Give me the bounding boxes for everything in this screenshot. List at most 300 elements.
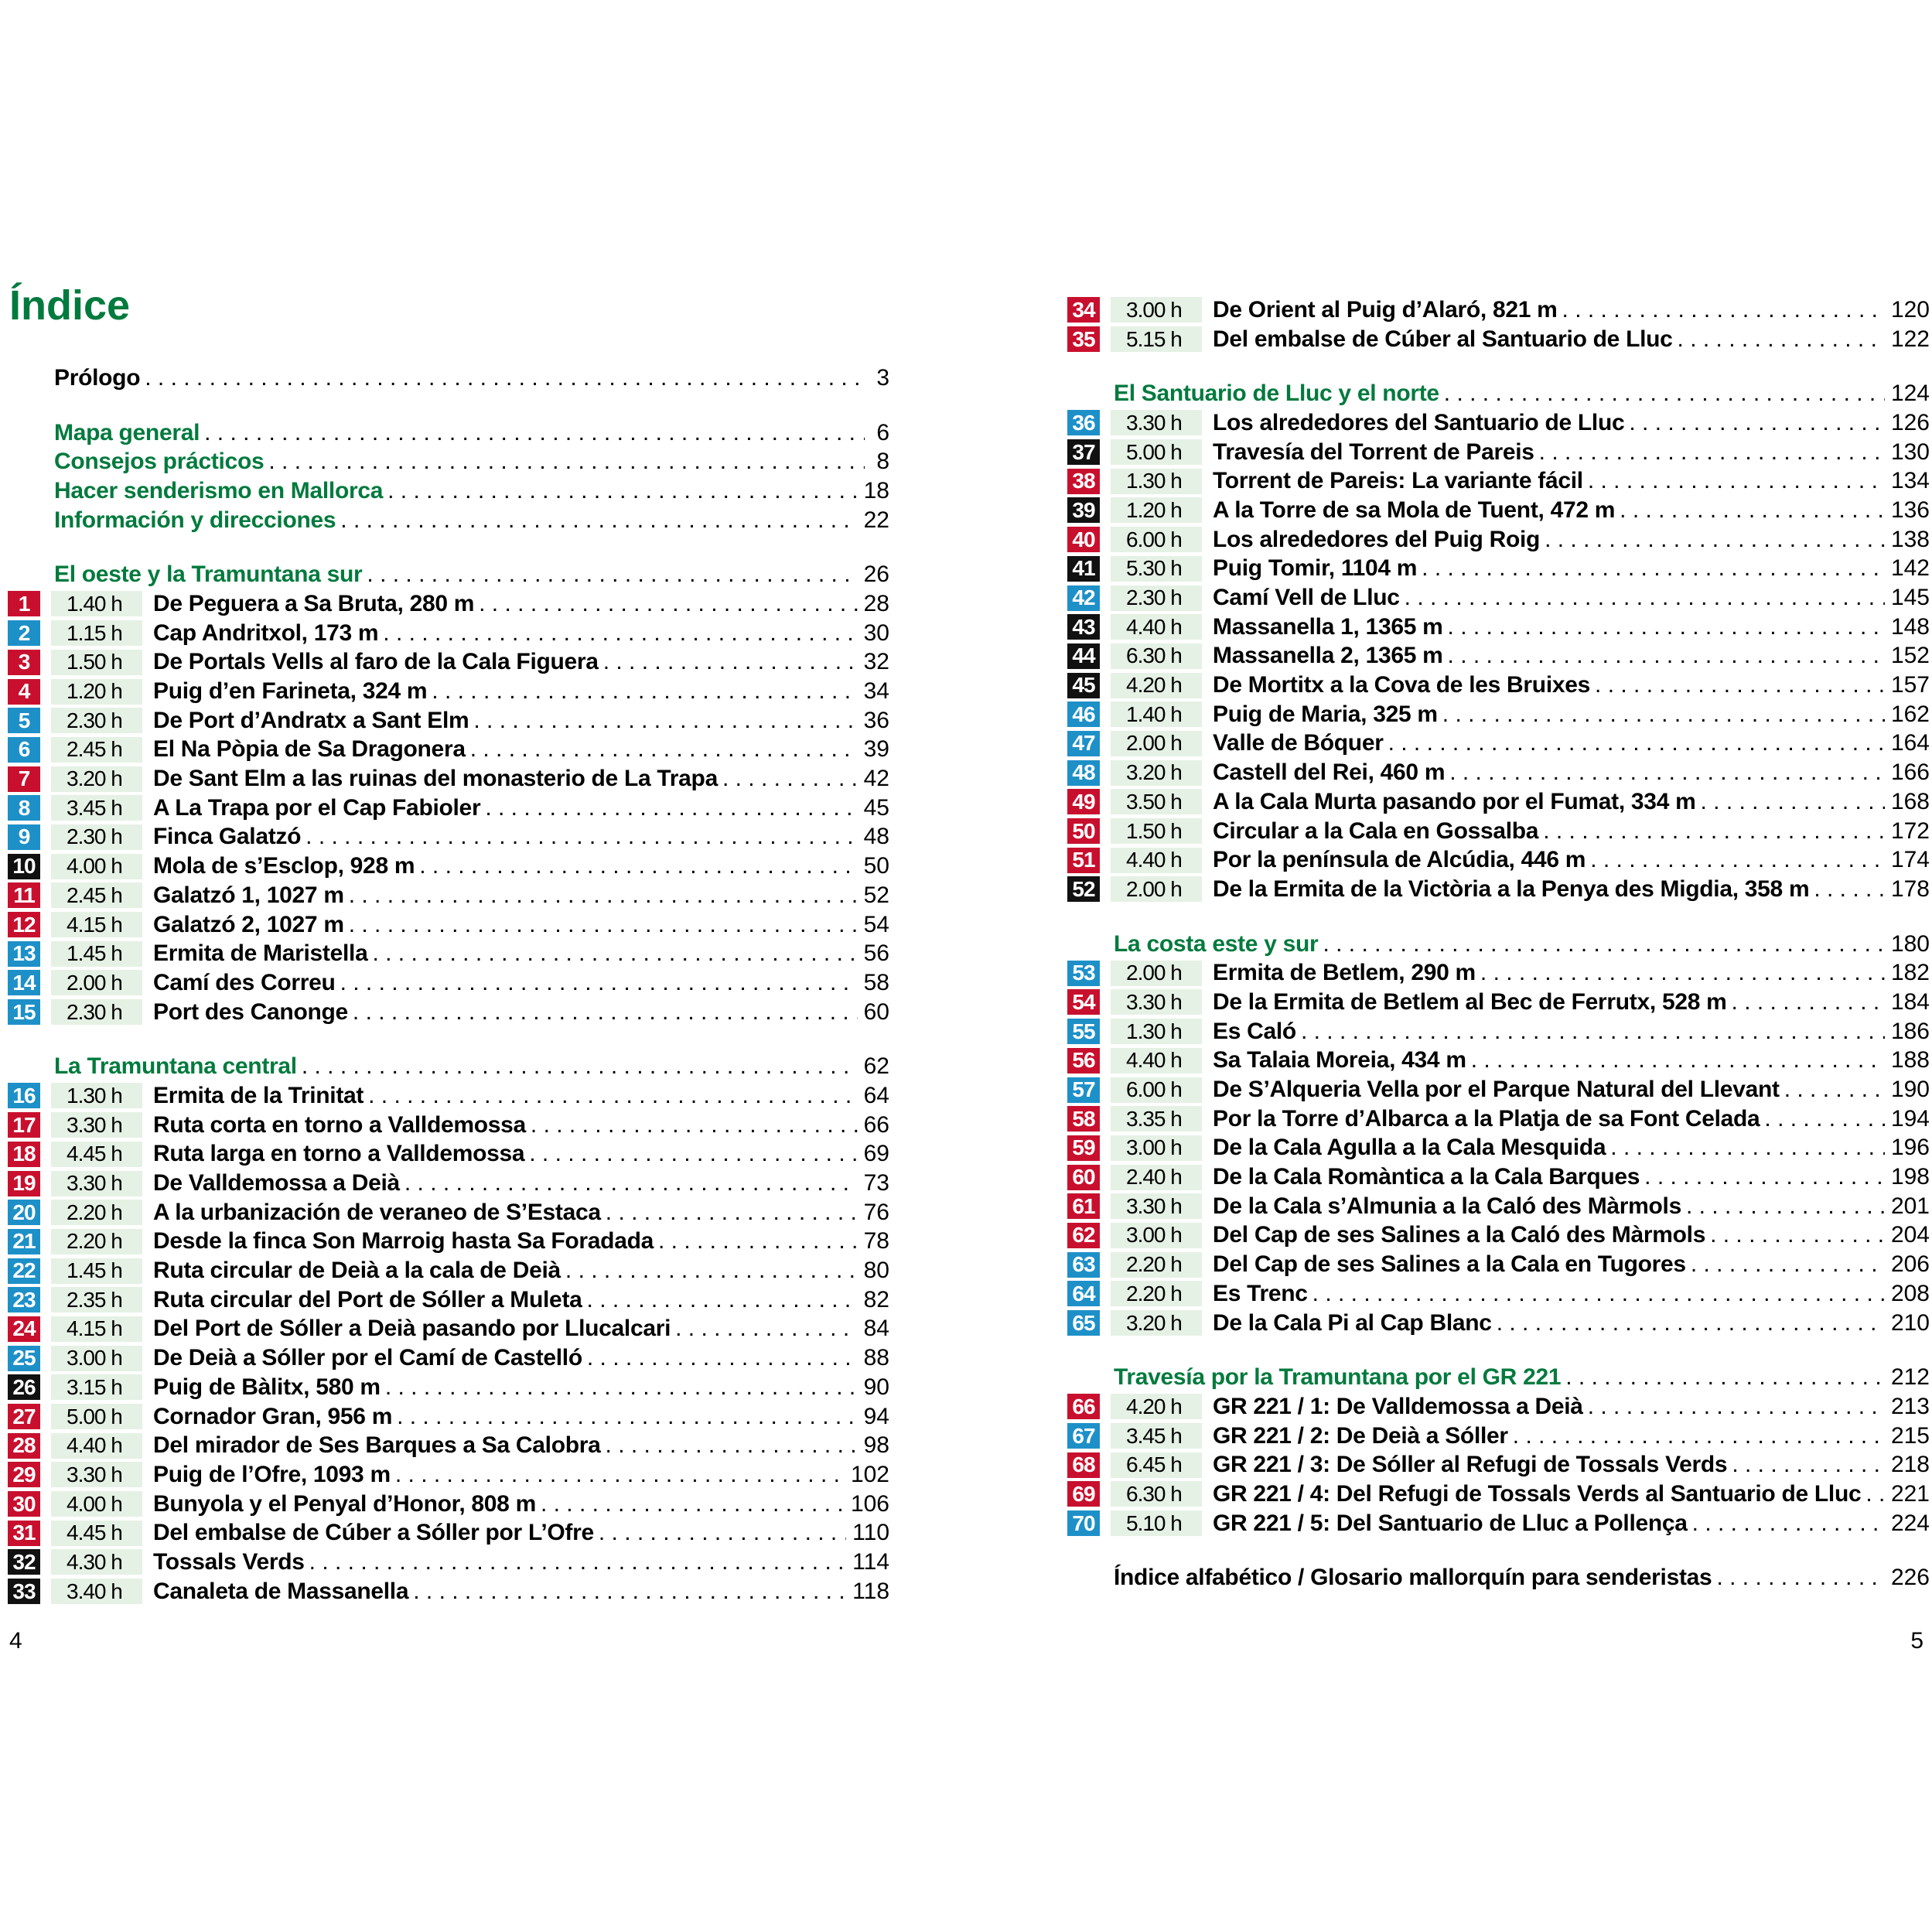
toc-entry-title: A la Cala Murta pasando por el Fumat, 334 m: [1213, 788, 1696, 814]
dot-leader: [1442, 703, 1885, 726]
toc-entry-title: GR 221 / 3: De Sóller al Refugi de Tossals Verds: [1213, 1452, 1728, 1478]
toc-entry[interactable]: [1213, 1104, 1930, 1133]
route-number-badge: 39: [1067, 497, 1100, 523]
toc-entry-title: La Tramuntana central: [54, 1053, 297, 1080]
toc-entry-page: 218: [1890, 1452, 1930, 1478]
toc-entry-page: 78: [863, 1228, 889, 1254]
toc-entry[interactable]: [1114, 930, 1930, 958]
route-duration: 1.40 h: [1111, 701, 1202, 727]
dot-leader: [473, 709, 857, 732]
route-duration: 3.30 h: [51, 1462, 142, 1487]
toc-entry[interactable]: [153, 1548, 889, 1576]
toc-entry[interactable]: [153, 1373, 889, 1401]
route-number-badge: 64: [1067, 1281, 1100, 1306]
dot-leader: [1590, 848, 1885, 872]
toc-route-row: [1060, 671, 1930, 700]
toc-entry[interactable]: [54, 448, 889, 476]
toc-entry-page: 180: [1890, 930, 1930, 957]
route-duration: 1.30 h: [51, 1083, 142, 1108]
toc-entry[interactable]: [1213, 787, 1930, 816]
route-number-badge: 43: [1067, 614, 1100, 640]
dot-leader: [606, 1434, 858, 1457]
toc-entry[interactable]: [153, 852, 889, 881]
route-duration: 3.20 h: [1111, 760, 1202, 786]
toc-entry[interactable]: [1213, 1134, 1930, 1162]
dot-leader: [1448, 616, 1885, 639]
toc-entry[interactable]: [153, 1285, 889, 1314]
route-duration: 6.45 h: [1111, 1452, 1202, 1478]
toc-entry[interactable]: [1213, 584, 1930, 613]
toc-entry-page: 157: [1890, 672, 1930, 698]
toc-entry[interactable]: [1213, 700, 1930, 729]
toc-entry[interactable]: [1114, 1364, 1930, 1392]
route-duration: 4.40 h: [1111, 614, 1202, 640]
dot-leader: [1405, 586, 1885, 609]
route-number-badge: 51: [1067, 848, 1100, 873]
toc-entry[interactable]: [153, 1081, 889, 1110]
route-duration: 6.00 h: [1111, 1077, 1202, 1103]
toc-entry[interactable]: [153, 589, 889, 618]
toc-entry[interactable]: [1213, 438, 1930, 466]
toc-entry-title: Camí des Correu: [153, 969, 336, 995]
toc-entry-title: Ermita de la Trinitat: [153, 1082, 364, 1108]
route-number-badge: 66: [1067, 1394, 1100, 1419]
toc-entry[interactable]: [1213, 988, 1930, 1016]
toc-entry-page: 45: [863, 794, 889, 821]
toc-route-row: [1060, 555, 1930, 584]
route-duration: 2.20 h: [1111, 1252, 1202, 1278]
toc-chapter-heading: [0, 364, 889, 393]
toc-entry-page: 84: [863, 1316, 889, 1342]
toc-entry-title: Cap Andritxol, 173 m: [153, 620, 379, 646]
toc-entry-title: De la Ermita de la Victòria a la Penya des Migdia, 358 m: [1213, 876, 1810, 902]
toc-entry[interactable]: [153, 881, 889, 910]
dot-leader: [1497, 1312, 1885, 1335]
toc-entry-title: Travesía del Torrent de Pareis: [1213, 439, 1534, 465]
toc-entry-page: 30: [863, 620, 889, 646]
toc-entry[interactable]: [153, 1198, 889, 1227]
toc-route-row: [1060, 325, 1930, 354]
route-duration: 4.15 h: [51, 1316, 142, 1342]
toc-entry[interactable]: [153, 706, 889, 735]
route-duration: 3.45 h: [1111, 1423, 1202, 1449]
toc-entry[interactable]: [153, 823, 889, 852]
route-duration: 1.50 h: [51, 650, 142, 675]
toc-entry-page: 60: [863, 998, 889, 1025]
toc-entry[interactable]: [153, 736, 889, 764]
toc-entry[interactable]: [1213, 295, 1930, 324]
toc-entry[interactable]: [153, 1577, 889, 1606]
toc-entry[interactable]: [1213, 525, 1930, 554]
toc-entry[interactable]: [1213, 1279, 1930, 1308]
route-number-badge: 70: [1067, 1510, 1100, 1536]
toc-entry-page: 82: [863, 1286, 889, 1312]
toc-entry-title: De Orient al Puig d’Alaró, 821 m: [1213, 296, 1558, 323]
dot-leader: [603, 650, 858, 674]
dot-leader: [340, 971, 858, 995]
toc-entry-title: Índice alfabético / Glosario mallorquín para senderistas: [1114, 1565, 1712, 1591]
toc-entry[interactable]: [1213, 555, 1930, 583]
dot-leader: [1449, 761, 1885, 784]
route-number-badge: 20: [8, 1200, 40, 1225]
route-duration: 4.15 h: [51, 912, 142, 937]
toc-entry[interactable]: [153, 678, 889, 706]
route-duration: 1.30 h: [1111, 469, 1202, 494]
dot-leader: [565, 1259, 858, 1282]
toc-route-row: [1060, 583, 1930, 613]
toc-entry[interactable]: [54, 476, 889, 505]
route-number-badge: 19: [8, 1171, 40, 1196]
toc-entry[interactable]: [1114, 380, 1930, 408]
toc-entry-title: De Mortitx a la Cova de les Bruixes: [1213, 672, 1591, 698]
toc-entry[interactable]: [153, 1227, 889, 1256]
route-number-badge: 38: [1067, 469, 1100, 494]
route-duration: 1.45 h: [51, 941, 142, 967]
toc-entry[interactable]: [54, 561, 889, 589]
route-number-badge: 4: [8, 679, 40, 705]
toc-entry[interactable]: [1213, 1076, 1930, 1104]
route-duration: 3.35 h: [1111, 1106, 1202, 1132]
toc-list-right: [1060, 295, 1930, 1592]
route-number-badge: 29: [8, 1462, 40, 1487]
toc-entry[interactable]: [1213, 1017, 1930, 1046]
dot-leader: [432, 680, 857, 703]
dot-leader: [1543, 820, 1885, 843]
dot-leader: [1692, 1512, 1885, 1535]
toc-entry[interactable]: [153, 794, 889, 822]
toc-entry-title: A la urbanización de veraneo de S’Estaca: [153, 1199, 601, 1225]
route-number-badge: 42: [1067, 585, 1100, 611]
toc-entry[interactable]: [153, 1460, 889, 1489]
dot-leader: [1691, 1253, 1885, 1276]
toc-route-row: [1060, 1279, 1930, 1309]
toc-entry[interactable]: [153, 765, 889, 794]
route-duration: 4.00 h: [51, 854, 142, 879]
toc-entry[interactable]: [1213, 875, 1930, 903]
toc-route-row: [1060, 1309, 1930, 1338]
toc-route-row: [1060, 1250, 1930, 1279]
dot-leader: [1539, 441, 1885, 464]
dot-leader: [1301, 1020, 1885, 1043]
toc-entry[interactable]: [153, 998, 889, 1026]
route-number-badge: 3: [8, 650, 40, 675]
toc-entry-page: 94: [863, 1403, 889, 1429]
toc-entry-title: Camí Vell de Lluc: [1213, 585, 1400, 611]
dot-leader: [340, 509, 857, 532]
route-duration: 2.30 h: [1111, 585, 1202, 611]
toc-entry[interactable]: [1213, 817, 1930, 845]
toc-entry-title: Puig d’en Farineta, 324 m: [153, 678, 428, 705]
page-number-right: 5: [1910, 1628, 1923, 1654]
toc-entry-title: Puig de l’Ofre, 1093 m: [153, 1461, 391, 1487]
route-number-badge: 41: [1067, 556, 1100, 582]
toc-section-heading: [0, 560, 889, 589]
toc-entry-title: GR 221 / 5: Del Santuario de Lluc a Pollença: [1213, 1510, 1688, 1536]
toc-route-row: [0, 939, 889, 968]
route-duration: 2.30 h: [51, 824, 142, 850]
toc-entry[interactable]: [153, 1315, 889, 1343]
toc-entry-title: Del Port de Sóller a Deià pasando por Llucalcari: [153, 1316, 671, 1342]
toc-route-row: [1060, 1450, 1930, 1480]
toc-entry[interactable]: [153, 1140, 889, 1169]
toc-entry-page: 52: [863, 882, 889, 908]
toc-entry-title: Bunyola y el Penyal d’Honor, 808 m: [153, 1490, 536, 1517]
toc-entry-page: 26: [863, 562, 889, 588]
toc-entry[interactable]: [1213, 1192, 1930, 1220]
toc-entry-title: Valle de Bóquer: [1213, 730, 1384, 756]
route-duration: 4.00 h: [51, 1491, 142, 1517]
route-number-badge: 55: [1067, 1019, 1100, 1044]
toc-entry[interactable]: [153, 619, 889, 647]
toc-entry-page: 201: [1890, 1193, 1930, 1219]
toc-entry-page: 6: [876, 419, 889, 445]
toc-entry[interactable]: [1213, 846, 1930, 875]
toc-entry-title: De la Cala Romàntica a la Cala Barques: [1213, 1164, 1640, 1190]
toc-entry[interactable]: [1213, 759, 1930, 787]
toc-entry-page: 102: [850, 1461, 889, 1487]
route-duration: 2.35 h: [51, 1287, 142, 1312]
toc-entry[interactable]: [1213, 642, 1930, 671]
toc-entry-title: Tossals Verds: [153, 1548, 305, 1575]
route-duration: 2.20 h: [51, 1229, 142, 1254]
route-number-badge: 50: [1067, 818, 1100, 844]
dot-leader: [606, 1201, 858, 1224]
toc-route-row: [1060, 1046, 1930, 1076]
route-duration: 4.30 h: [51, 1549, 142, 1575]
toc-entry[interactable]: [153, 1169, 889, 1198]
dot-leader: [1448, 644, 1885, 667]
toc-route-row: [1060, 787, 1930, 817]
toc-entry[interactable]: [1213, 671, 1930, 700]
toc-entry-title: Travesía por la Tramuntana por el GR 221: [1114, 1364, 1562, 1391]
toc-entry[interactable]: [1213, 1422, 1930, 1450]
toc-entry[interactable]: [1213, 1509, 1930, 1538]
toc-entry-title: De Port d’Andratx a Sant Elm: [153, 707, 469, 733]
toc-entry[interactable]: [1213, 729, 1930, 758]
dot-leader: [1444, 382, 1885, 405]
toc-entry[interactable]: [153, 648, 889, 677]
toc-entry-title: Los alrededores del Puig Roig: [1213, 526, 1541, 552]
route-duration: 2.20 h: [51, 1200, 142, 1225]
toc-entry-page: 168: [1890, 788, 1930, 814]
toc-entry-page: 120: [1890, 296, 1930, 323]
toc-entry[interactable]: [1213, 1163, 1930, 1192]
route-duration: 2.00 h: [1111, 731, 1202, 756]
toc-route-row: [0, 619, 889, 648]
toc-entry[interactable]: [54, 506, 889, 534]
toc-route-row: [1060, 700, 1930, 729]
toc-entry-title: Torrent de Pareis: La variante fácil: [1213, 468, 1583, 494]
toc-entry[interactable]: [1213, 1251, 1930, 1279]
dot-leader: [1678, 328, 1885, 351]
dot-leader: [368, 1084, 858, 1108]
toc-entry-title: De Sant Elm a las ruinas del monasterio de La Trapa: [153, 766, 718, 792]
route-duration: 1.45 h: [51, 1258, 142, 1284]
route-duration: 2.00 h: [51, 970, 142, 995]
toc-route-row: [1060, 1017, 1930, 1046]
route-duration: 4.40 h: [1111, 848, 1202, 873]
dot-leader: [367, 563, 857, 586]
toc-entry[interactable]: [153, 1344, 889, 1373]
route-number-badge: 30: [8, 1491, 40, 1517]
toc-entry[interactable]: [1213, 613, 1930, 641]
toc-entry[interactable]: [1213, 959, 1930, 988]
toc-route-row: [1060, 875, 1930, 904]
dot-leader: [1644, 1166, 1885, 1189]
toc-entry[interactable]: [1213, 496, 1930, 524]
toc-route-row: [0, 794, 889, 823]
route-number-badge: 7: [8, 766, 40, 792]
route-duration: 4.45 h: [51, 1142, 142, 1167]
toc-entry[interactable]: [153, 1490, 889, 1518]
toc-route-row: [1060, 408, 1930, 438]
toc-entry-title: De la Cala Agulla a la Cala Mesquida: [1213, 1135, 1606, 1161]
toc-entry-page: 221: [1890, 1480, 1930, 1507]
toc-entry[interactable]: [153, 1111, 889, 1139]
toc-entry[interactable]: [153, 1257, 889, 1285]
toc-chapter-heading: [1060, 1564, 1930, 1593]
dot-leader: [306, 825, 857, 848]
route-number-badge: 8: [8, 795, 40, 821]
dot-leader: [1422, 557, 1885, 580]
toc-route-row: [0, 677, 889, 706]
toc-entry-page: 122: [1890, 326, 1930, 352]
toc-entry-page: 166: [1890, 759, 1930, 786]
toc-entry-title: El oeste y la Tramuntana sur: [54, 562, 363, 588]
dot-leader: [302, 1055, 858, 1078]
toc-entry-page: 130: [1890, 439, 1930, 465]
toc-entry-title: Cornador Gran, 956 m: [153, 1403, 393, 1429]
toc-entry[interactable]: [54, 364, 889, 392]
toc-entry-page: 186: [1890, 1018, 1930, 1044]
toc-entry-page: 69: [863, 1141, 889, 1167]
toc-entry[interactable]: [153, 910, 889, 939]
toc-entry[interactable]: [153, 1519, 889, 1548]
toc-entry-title: Del embalse de Cúber al Santuario de Lluc: [1213, 326, 1673, 352]
toc-entry-page: 226: [1890, 1565, 1930, 1591]
toc-entry[interactable]: [1213, 467, 1930, 496]
route-duration: 5.30 h: [1111, 556, 1202, 582]
dot-leader: [1595, 674, 1885, 697]
toc-section-heading: [1060, 930, 1930, 959]
route-number-badge: 48: [1067, 760, 1100, 786]
toc-entry-page: 64: [863, 1082, 889, 1108]
toc-entry-title: Canaleta de Massanella: [153, 1578, 409, 1604]
route-number-badge: 37: [1067, 439, 1100, 465]
toc-route-row: [1060, 1509, 1930, 1538]
dot-leader: [658, 1230, 858, 1253]
toc-entry-title: Port des Canonge: [153, 998, 348, 1025]
toc-route-row: [0, 1111, 889, 1140]
toc-entry-title: Consejos prácticos: [54, 449, 265, 475]
toc-entry[interactable]: [153, 968, 889, 997]
route-number-badge: 63: [1067, 1252, 1100, 1278]
dot-leader: [309, 1551, 847, 1574]
toc-entry[interactable]: [1114, 1564, 1930, 1592]
route-number-badge: 22: [8, 1258, 40, 1284]
dot-leader: [675, 1317, 857, 1340]
toc-entry-page: 210: [1890, 1309, 1930, 1336]
route-duration: 3.00 h: [1111, 297, 1202, 323]
toc-entry[interactable]: [1213, 1451, 1930, 1480]
route-number-badge: 40: [1067, 527, 1100, 552]
toc-entry-title: Puig Tomir, 1104 m: [1213, 555, 1418, 582]
route-number-badge: 57: [1067, 1077, 1100, 1103]
route-number-badge: 59: [1067, 1135, 1100, 1161]
route-number-badge: 35: [1067, 326, 1100, 352]
route-number-badge: 62: [1067, 1223, 1100, 1248]
dot-leader: [1471, 1049, 1885, 1072]
toc-route-row: [0, 852, 889, 881]
dot-leader: [1312, 1282, 1885, 1306]
toc-route-row: [0, 736, 889, 765]
toc-entry[interactable]: [1213, 325, 1930, 353]
dot-leader: [599, 1521, 846, 1545]
route-number-badge: 45: [1067, 673, 1100, 698]
toc-route-row: [0, 1256, 889, 1285]
dot-leader: [1686, 1195, 1885, 1218]
route-number-badge: 2: [8, 620, 40, 646]
route-duration: 3.15 h: [51, 1374, 142, 1400]
toc-entry-title: De Peguera a Sa Bruta, 280 m: [153, 590, 475, 616]
toc-route-row: [0, 1315, 889, 1344]
toc-entry-title: Puig de Bàlitx, 580 m: [153, 1374, 381, 1400]
toc-route-row: [0, 764, 889, 794]
toc-entry[interactable]: [1213, 408, 1930, 437]
toc-entry-page: 80: [863, 1258, 889, 1284]
toc-entry-page: 98: [863, 1432, 889, 1459]
toc-entry[interactable]: [153, 1402, 889, 1431]
toc-route-row: [1060, 496, 1930, 525]
toc-entry[interactable]: [1213, 1046, 1930, 1075]
toc-entry[interactable]: [153, 1432, 889, 1460]
route-number-badge: 34: [1067, 297, 1100, 323]
toc-entry[interactable]: [153, 940, 889, 968]
route-duration: 4.40 h: [1111, 1048, 1202, 1074]
dot-leader: [404, 1172, 858, 1195]
toc-entry[interactable]: [1213, 1221, 1930, 1250]
route-duration: 5.10 h: [1111, 1510, 1202, 1536]
toc-entry-title: Massanella 2, 1365 m: [1213, 643, 1443, 669]
toc-route-row: [1060, 758, 1930, 787]
toc-route-row: [0, 910, 889, 940]
toc-entry[interactable]: [1213, 1309, 1930, 1337]
route-duration: 1.20 h: [51, 679, 142, 705]
toc-entry-title: De la Ermita de Betlem al Bec de Ferrutx, 528 m: [1213, 988, 1727, 1015]
dot-leader: [1513, 1425, 1885, 1448]
dot-leader: [413, 1580, 846, 1603]
route-duration: 5.15 h: [1111, 326, 1202, 352]
toc-entry-page: 54: [863, 911, 889, 937]
toc-entry[interactable]: [54, 418, 889, 447]
toc-entry-page: 39: [863, 736, 889, 763]
route-duration: 2.00 h: [1111, 876, 1202, 902]
route-duration: 4.40 h: [51, 1433, 142, 1459]
toc-entry[interactable]: [1213, 1392, 1930, 1421]
dot-leader: [1764, 1108, 1885, 1131]
toc-route-row: [0, 1402, 889, 1432]
route-number-badge: 46: [1067, 701, 1100, 727]
route-number-badge: 23: [8, 1287, 40, 1312]
toc-entry-page: 198: [1890, 1164, 1930, 1190]
dot-leader: [1610, 1136, 1885, 1159]
toc-route-row: [0, 823, 889, 852]
toc-entry[interactable]: [54, 1053, 889, 1081]
toc-entry[interactable]: [1213, 1480, 1930, 1508]
dot-leader: [1545, 528, 1885, 551]
page-title: Índice: [9, 282, 131, 329]
toc-entry-title: Es Caló: [1213, 1018, 1296, 1044]
